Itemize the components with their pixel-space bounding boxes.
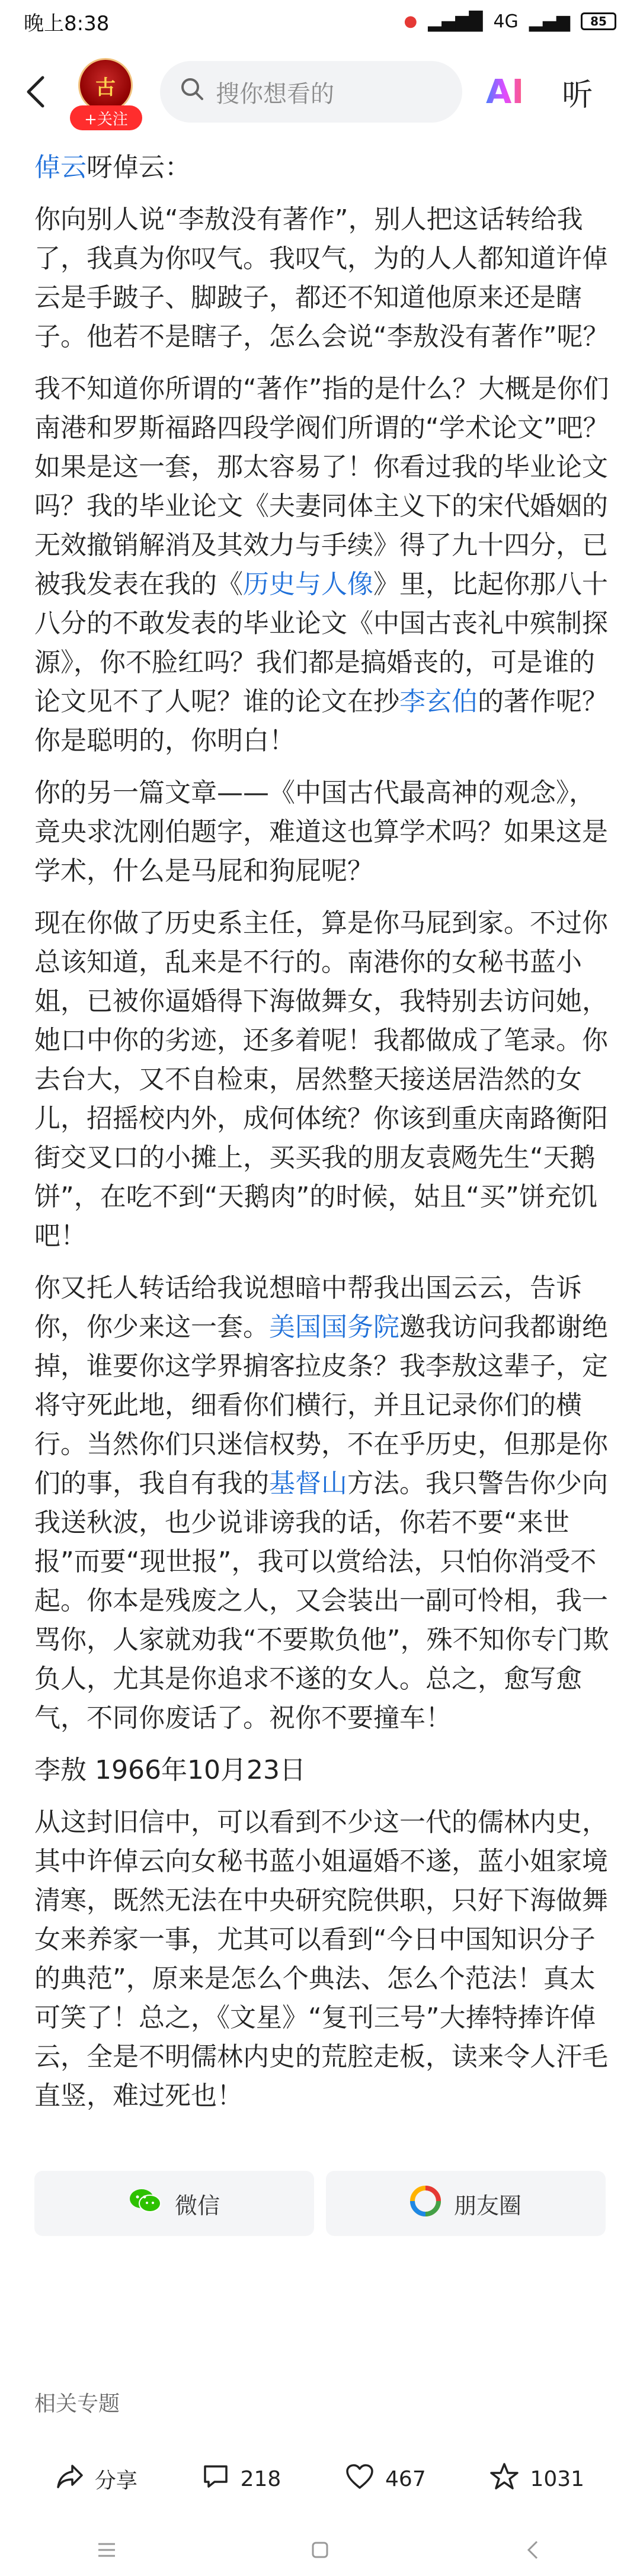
comments-action[interactable]	[201, 2463, 281, 2495]
signal-icon: ▂▄▆█	[428, 11, 483, 32]
bottom-action-bar	[0, 2440, 640, 2517]
paragraph-6: 从这封旧信中，可以看到不少这一代的儒林内史，其中许倬云向女秘书蓝小姐逼婚不遂，蓝小姐家境清寒，既然无法在中央研究院供职，只好下海做舞女来养家一事，尤其可以看到“今日中国知识分子的典范”，原来是怎么个典法、怎么个范法！真太可笑了！总之，《文星》“复刊三号”大捧特捧许倬云，全是不明儒林内史的荒腔走板，读来令人汗毛直竖，难过死也！	[34, 1807, 608, 2111]
avatar-glyph: 古	[95, 75, 116, 100]
share-wechat-button[interactable]	[34, 2171, 314, 2236]
status-bar	[0, 0, 640, 43]
share-icon	[56, 2463, 84, 2495]
link-monte-cristo[interactable]: 基督山	[269, 1468, 347, 1499]
paragraph-2-part-a: 我不知道你所谓的“著作”指的是什么？大概是你们南港和罗斯福路四段学阀们所谓的“学术论文”吧？如果是这一套，那太容易了！你看过我的毕业论文吗？我的毕业论文《夫妻同体主义下的宋代婚姻的无效撤销解消及其效力与手续》得了九十四分，已被我发表在我的《	[34, 374, 609, 599]
status-time: 晚上8:38	[24, 11, 110, 36]
battery-icon	[581, 12, 616, 30]
signature: 李敖 1966年10月23日	[34, 1755, 306, 1785]
ai-button[interactable]: AI	[486, 72, 524, 111]
back-arrow-icon[interactable]	[18, 74, 53, 110]
likes-count: 467	[385, 2466, 426, 2491]
paragraph-1: 你向别人说“李敖没有著作”，别人把这话转给我了，我真为你叹气。我叹气，为的人人都知道许倬云是手跛子、脚跛子，都还不知道他原来还是瞎子。他若不是瞎子，怎么会说“李敖没有著作”呢？	[34, 204, 609, 352]
paragraph-3: 你的另一篇文章——《中国古代最高神的观念》，竟央求沈刚伯题字，难道这也算学术吗？如果这是学术，什么是马屁和狗屁呢？	[34, 778, 608, 886]
moments-icon	[410, 2186, 441, 2222]
system-nav-bar	[0, 2523, 640, 2576]
favorite-action[interactable]	[489, 2462, 584, 2496]
heart-icon	[345, 2463, 375, 2495]
moments-label: 朋友圈	[453, 2192, 521, 2219]
favorites-count: 1031	[530, 2466, 585, 2491]
paragraph-5-part-c: 方法。我只警告你少向我送秋波，也少说诽谤我的话，你若不要“来世报”而要“现世报”，我可以赏给法，只怕你消受不起。你本是残废之人，又会装出一副可怜相，我一骂你，人家就劝我“不要欺负他”，殊不知你专门欺负人，尤其是你追求不遂的女人。总之，愈写愈气，不同你废话了。祝你不要撞车！	[34, 1468, 609, 1733]
greeting	[34, 148, 609, 187]
signal-icon-2: ▂▄▆	[529, 11, 570, 32]
notification-dot-icon: ●	[404, 12, 418, 30]
paragraph-2-part-c: 的著作呢？你是聪明的，你明白！	[34, 686, 608, 756]
paragraph-4: 现在你做了历史系主任，算是你马屁到家。不过你总该知道，乱来是不行的。南港你的女秘书蓝小姐，已被你逼婚得下海做舞女，我特别去访问她，她口中你的劣迹，还多着呢！我都做成了笔录。你去台大，又不自检束，居然整天接送居浩然的女儿，招摇校内外，成何体统？你该到重庆南路衡阳街交叉口的小摊上，买买我的朋友袁飏先生“天鹅饼”，在吃不到“天鹅肉”的时候，姑且“买”饼充饥吧！	[34, 908, 608, 1251]
search-placeholder: 搜你想看的	[216, 80, 334, 108]
link-history-and-portrait[interactable]: 历史与人像	[243, 569, 373, 599]
link-state-department[interactable]: 美国国务院	[269, 1312, 399, 1342]
search-input[interactable]	[160, 61, 462, 123]
comments-count: 218	[240, 2466, 281, 2491]
share-row	[34, 2171, 606, 2236]
greeting-rest: 呀倬云：	[87, 152, 191, 182]
paragraph-5-part-b: 邀我访问我都谢绝掉，谁要你这学界掮客拉皮条？我李敖这辈子，定将守死此地，细看你们横行，并且记录你们的横行。当然你们只迷信权势，不在乎历史，但那是你们的事，我自有我的	[34, 1312, 608, 1499]
network-type: 4G	[493, 11, 519, 32]
paragraph-2	[34, 370, 609, 761]
paragraph-5-part-a: 你又托人转话给我说想暗中帮我出国云云，告诉你，你少来这一套。	[34, 1273, 582, 1342]
wechat-icon	[129, 2187, 162, 2221]
share-action[interactable]	[56, 2463, 137, 2495]
search-icon	[179, 76, 205, 108]
top-header	[0, 47, 640, 136]
greeting-link[interactable]: 倬云	[34, 152, 87, 182]
status-icons	[404, 11, 616, 32]
link-li-xuanbo[interactable]: 李玄伯	[399, 686, 478, 717]
author-avatar-block[interactable]	[65, 47, 148, 136]
paragraph-5	[34, 1269, 609, 1738]
listen-button[interactable]: 听	[562, 77, 593, 113]
article-body	[34, 148, 609, 2129]
related-topics-title: 相关专题	[34, 2392, 120, 2416]
recent-apps-icon[interactable]	[89, 2532, 124, 2568]
star-icon	[489, 2462, 519, 2496]
share-moments-button[interactable]	[326, 2171, 606, 2236]
avatar[interactable]	[78, 58, 133, 113]
battery-level: 85	[590, 14, 607, 28]
paragraph-2-part-b: 》里，比起你那八十八分的不敢发表的毕业论文《中国古丧礼中殡制探源》，你不脸红吗？我们都是搞婚丧的，可是谁的论文见不了人呢？谁的论文在抄	[34, 569, 608, 717]
home-icon[interactable]	[302, 2532, 338, 2568]
follow-button[interactable]: +关注	[70, 105, 142, 130]
comment-icon	[201, 2463, 230, 2495]
share-action-label: 分享	[94, 2468, 137, 2493]
wechat-label: 微信	[174, 2192, 220, 2219]
back-nav-icon[interactable]	[516, 2532, 551, 2568]
like-action[interactable]	[345, 2463, 426, 2495]
